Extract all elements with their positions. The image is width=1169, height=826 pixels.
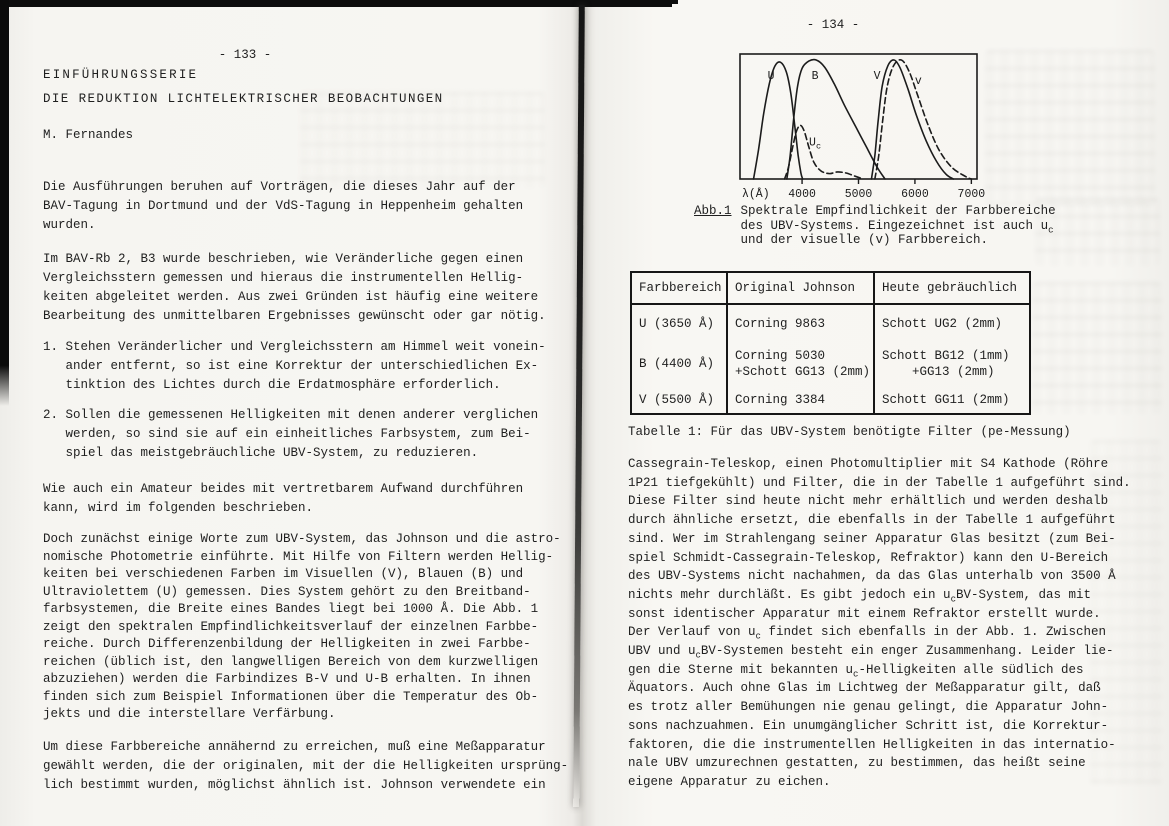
text-line: BAV-Tagung in Dortmund und der VdS-Tagung in Heppenheim gehalten bbox=[43, 199, 524, 213]
paragraph-amateur bbox=[43, 480, 523, 518]
curve-label-Uc: $U_c$ bbox=[809, 136, 822, 152]
page-number-right: - 134 - bbox=[806, 18, 860, 32]
filter-table bbox=[630, 271, 1031, 415]
text-line: reiche. Durch Differenzenbildung der Helligkeiten in zwei Farbbe- bbox=[43, 637, 531, 651]
paragraph-apparatus bbox=[43, 738, 568, 795]
text-line: durch ähnliche ersetzt, die ebenfalls in der Tabelle 1 aufgeführt bbox=[628, 513, 1116, 528]
series-title: EINFÜHRUNGSSERIE bbox=[43, 68, 199, 82]
x-tick-label: 6000 bbox=[901, 188, 929, 201]
x-tick-label: 7000 bbox=[957, 188, 986, 201]
text-line: nomische Photometrie einführte. Mit Hilfe von Filtern werden Hellig- bbox=[43, 549, 554, 564]
text-line: reichen (üblich ist, den langwelligen Bereich von dem kurzwelligen bbox=[43, 654, 539, 669]
text-line: finden sich zum Beispiel Informationen über die Temperatur des Ob- bbox=[43, 689, 539, 704]
text-line: kann, wird im folgenden beschrieben. bbox=[43, 501, 314, 515]
table-header-cell: Farbbereich bbox=[631, 272, 727, 304]
text-line: Bearbeitung des unmittelbaren Ergebnisses gewünscht oder gar nötig. bbox=[43, 309, 546, 323]
text-line: werden, so sind sie auf ein einheitliches Farbsystem, zum Bei- bbox=[43, 427, 531, 441]
text-line: sons nachzuahmen. Ein unumgänglicher Schritt ist, die Korrektur- bbox=[628, 718, 1109, 733]
curve-label-U: U bbox=[767, 70, 775, 83]
text-line: und der visuelle (v) Farbbereich. bbox=[740, 233, 989, 247]
list-item-1 bbox=[43, 338, 546, 395]
text-line: Der Verlauf von $u_c$ findet sich ebenfalls in der Abb. 1. Zwischen bbox=[628, 625, 1106, 642]
table-row bbox=[631, 342, 1030, 386]
text-line: Corning 9863 bbox=[735, 316, 826, 331]
text-line: +GG13 (2mm) bbox=[882, 365, 995, 379]
scan-bleedthrough bbox=[985, 50, 1155, 205]
text-line: des UBV-Systems nicht nachahmen, da das Glas unterhalb von 3500 Å bbox=[628, 569, 1116, 584]
page-number-left: - 133 - bbox=[218, 48, 272, 62]
table-header-cell: Original Johnson bbox=[727, 272, 874, 304]
curve-label-V: V bbox=[873, 70, 881, 83]
curve-label-B: B bbox=[811, 70, 819, 83]
text-line: jekts und die interstellare Verfärbung. bbox=[43, 707, 336, 721]
text-line: 1. Stehen Veränderlicher und Vergleichsstern am Himmel weit vonein- bbox=[43, 340, 546, 354]
text-line: Schott UG2 (2mm) bbox=[882, 316, 1003, 331]
text-line: gen die Sterne mit bekannten $u_c$-Helligkeiten alle südlich des bbox=[628, 662, 1084, 680]
text-line: gewählt werden, die der originalen, mit der die Helligkeiten ursprüng- bbox=[43, 759, 569, 773]
text-line: B (4400 Å) bbox=[639, 357, 715, 371]
body-text-right-page bbox=[628, 455, 1131, 792]
scan-top-edge-bar bbox=[0, 0, 672, 7]
table-cell bbox=[727, 342, 874, 386]
text-line: es trotz aller Bemühungen nie genau gelingt, die Apparatur John- bbox=[628, 700, 1109, 715]
text-line: Äquators. Auch ohne Glas im Lichtweg der Meßapparatur gilt, daß bbox=[628, 681, 1101, 696]
text-line: spiel das meistgebräuchliche UBV-System, zu reduzieren. bbox=[43, 446, 479, 460]
text-line: Um diese Farbbereiche annähernd zu erreichen, muß eine Meßapparatur bbox=[43, 740, 546, 754]
table-row bbox=[631, 386, 1030, 414]
x-tick-label: 5000 bbox=[844, 188, 873, 201]
chart-frame bbox=[740, 54, 977, 179]
text-line: abzuziehen) werden die Farbindizes B-V und U-B erhalten. In ihnen bbox=[43, 672, 531, 686]
series-v-curve bbox=[875, 60, 972, 179]
text-line: Corning 3384 bbox=[735, 392, 826, 407]
text-line: Diese Filter sind heute nicht mehr erhältlich und werden deshalb bbox=[628, 494, 1109, 509]
figure-caption-text bbox=[741, 204, 1056, 248]
text-line: Spektrale Empfindlichkeit der Farbbereiche bbox=[740, 204, 1056, 218]
text-line: Ultraviolettem (U) gemessen. Dies System gehört zu den Breitband- bbox=[43, 584, 531, 599]
text-line: des UBV-Systems. Eingezeichnet ist auch $u_c$ bbox=[740, 218, 1054, 235]
table-row bbox=[631, 304, 1030, 342]
text-line: Schott GG11 (2mm) bbox=[882, 392, 1010, 407]
text-line: Wie auch ein Amateur beides mit vertretbarem Aufwand durchführen bbox=[43, 482, 524, 496]
text-line: nichts mehr durchläßt. Es gibt jedoch ein $u_cBV$-System, das mit bbox=[628, 587, 1091, 605]
text-line: Cassegrain-Teleskop, einen Photomultiplier mit S4 Kathode (Röhre bbox=[628, 457, 1109, 471]
list-item-2 bbox=[43, 406, 538, 463]
series-U-curve bbox=[754, 62, 803, 179]
author-name: M. Fernandes bbox=[43, 128, 134, 142]
text-line: faktoren, die die instrumentellen Helligkeiten in das internatio- bbox=[628, 737, 1116, 752]
table-caption: Tabelle 1: Für das UBV-System benötigte Filter (pe-Messung) bbox=[628, 425, 1071, 439]
paragraph-background bbox=[43, 250, 546, 326]
text-line: Corning 5030 bbox=[735, 349, 826, 363]
paragraph-intro bbox=[43, 178, 523, 235]
text-line: lich bestimmt wurden, möglichst ähnlich ist. Johnson verwendete ein bbox=[43, 778, 546, 792]
text-line: UBV und $u_cBV$-Systemen besteht ein enger Zusammenhang. Leider lie- bbox=[628, 644, 1114, 661]
table-cell bbox=[874, 304, 1030, 342]
text-line: farbsystemen, die Breite eines Bandes liegt bei 1000 Å. Die Abb. 1 bbox=[43, 602, 539, 616]
table-cell bbox=[727, 386, 874, 414]
series-Uc-curve bbox=[785, 125, 863, 179]
text-line: Doch zunächst einige Worte zum UBV-System, das Johnson und die astro- bbox=[43, 532, 561, 546]
curve-label-v: v bbox=[914, 74, 922, 88]
text-line: 1P21 tiefgekühlt) und Filter, die in der Tabelle 1 aufgeführt sind. bbox=[628, 475, 1131, 490]
text-line: V (5500 Å) bbox=[639, 392, 715, 407]
text-line: Die Ausführungen beruhen auf Vorträgen, die dieses Jahr auf der bbox=[43, 180, 516, 194]
table-cell bbox=[631, 304, 727, 342]
text-line: zeigt den spektralen Empfindlichkeitsverlauf der einzelnen Farbbe- bbox=[43, 619, 539, 634]
x-tick-label: 4000 bbox=[788, 188, 816, 201]
scan-left-edge-bar bbox=[0, 0, 9, 406]
text-line: Schott BG12 (1mm) bbox=[882, 349, 1010, 363]
text-line: eigene Apparatur zu eichen. bbox=[628, 774, 831, 789]
table-cell bbox=[727, 304, 874, 342]
table-cell bbox=[631, 342, 727, 386]
paragraph-ubv-system bbox=[43, 531, 561, 724]
table-cell bbox=[631, 386, 727, 414]
text-line: sind. Wer im Strahlengang seiner Apparatur Glas besitzt (zum Bei- bbox=[628, 531, 1116, 546]
page-fold-shadow bbox=[573, 5, 585, 807]
text-line: Vergleichsstern gemessen und hieraus die instrumentellen Hellig- bbox=[43, 271, 524, 285]
scan-bleedthrough bbox=[1032, 282, 1162, 414]
series-B-curve bbox=[787, 60, 885, 179]
article-title: DIE REDUKTION LICHTELEKTRISCHER BEOBACHTUNGEN bbox=[43, 92, 444, 106]
text-line: 2. Sollen die gemessenen Helligkeiten mit denen anderer verglichen bbox=[43, 408, 539, 422]
text-line: Im BAV-Rb 2, B3 wurde beschrieben, wie Veränderliche gegen einen bbox=[43, 252, 524, 266]
text-line: keiten bei verschiedenen Farben im Visuellen (V), Blauen (B) und bbox=[43, 567, 524, 581]
text-line: keiten abgeleitet werden. Aus zwei Gründen ist häufig eine weitere bbox=[43, 290, 539, 304]
text-line: +Schott GG13 (2mm) bbox=[735, 365, 871, 379]
table-header-cell: Heute gebräuchlich bbox=[874, 272, 1030, 304]
text-line: sonst identischer Apparatur mit einem Refraktor erstellt wurde. bbox=[628, 606, 1101, 621]
text-line: U (3650 Å) bbox=[639, 316, 715, 331]
table-cell bbox=[874, 342, 1030, 386]
figure-label: Abb.1 bbox=[694, 204, 732, 218]
text-line: ander entfernt, so ist eine Korrektur der unterschiedlichen Ex- bbox=[43, 359, 539, 373]
scan-top-edge-bar-end bbox=[668, 0, 678, 4]
table-cell bbox=[874, 386, 1030, 414]
text-line: nale UBV umzurechnen gestatten, zu bestimmen, das heißt seine bbox=[628, 756, 1086, 771]
text-line: tinktion des Lichtes durch die Erdatmosphäre erforderlich. bbox=[43, 378, 501, 392]
text-line: wurden. bbox=[43, 218, 96, 232]
figure-1-sensitivity-chart bbox=[730, 44, 992, 202]
figure-caption bbox=[694, 204, 1056, 248]
text-line: spiel Schmidt-Cassegrain-Teleskop, Refraktor) kann den U-Bereich bbox=[628, 550, 1109, 565]
x-axis-label: λ(Å) bbox=[742, 188, 770, 201]
